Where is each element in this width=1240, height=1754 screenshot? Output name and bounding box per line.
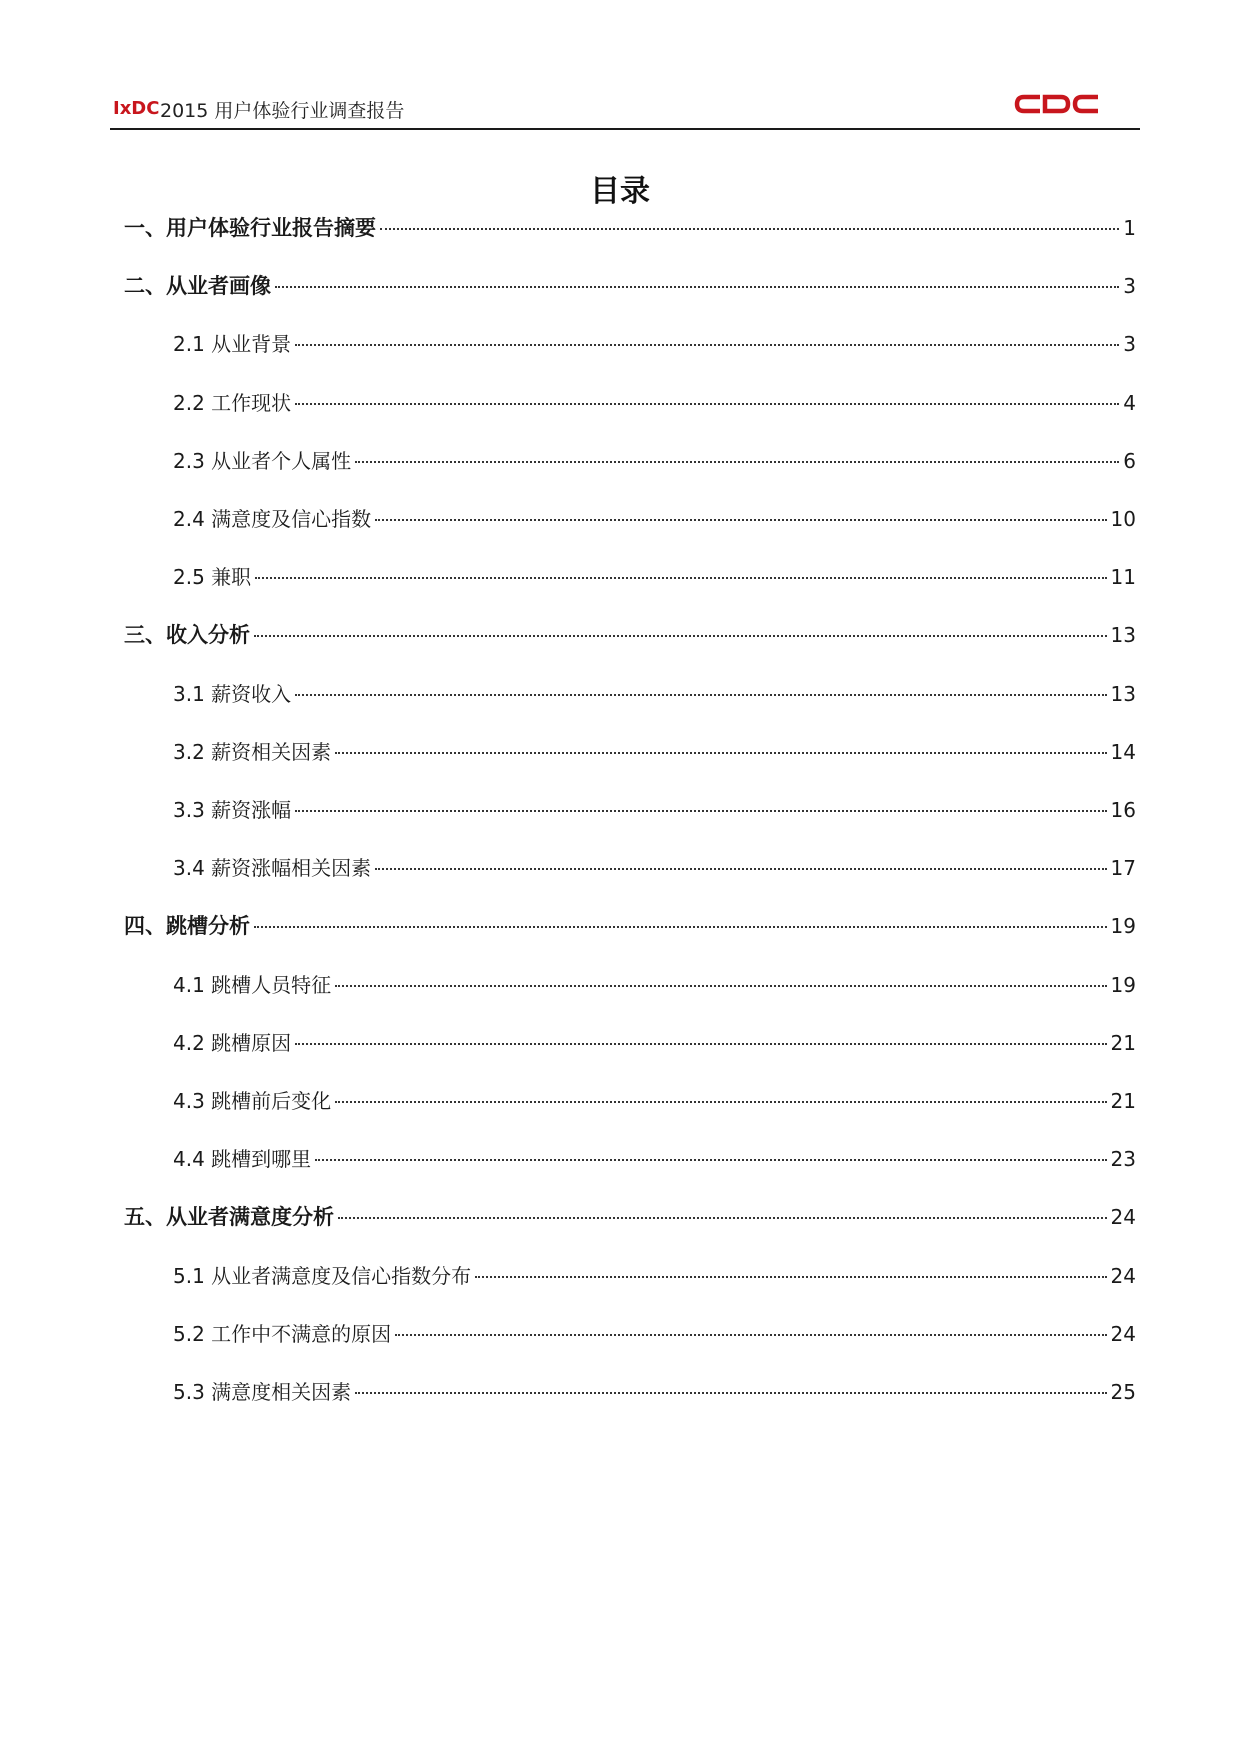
toc-entry[interactable] — [173, 328, 1136, 358]
toc-entry-title: 3.1 薪资收入 — [173, 681, 292, 706]
toc-entry-page: 6 — [1123, 448, 1136, 473]
toc-entry-page: 4 — [1123, 390, 1136, 415]
toc-entry-title: 三、收入分析 — [124, 623, 250, 648]
toc-leader-dots — [380, 228, 1119, 230]
toc-entry[interactable] — [173, 1260, 1136, 1290]
toc-entry-title: 4.1 跳槽人员特征 — [173, 972, 332, 997]
toc-entry-page: 14 — [1110, 739, 1136, 764]
toc-leader-dots — [315, 1159, 1106, 1161]
toc-entry[interactable] — [124, 212, 1136, 242]
toc-leader-dots — [254, 635, 1107, 637]
toc-entry-title: 四、跳槽分析 — [124, 914, 250, 939]
toc-entry[interactable] — [173, 678, 1136, 708]
toc-entry-page: 24 — [1110, 1321, 1136, 1346]
toc-entry[interactable] — [173, 736, 1136, 766]
toc-leader-dots — [355, 1392, 1106, 1394]
toc-entry-page: 19 — [1110, 972, 1136, 997]
toc-title: 目录 — [590, 174, 650, 209]
toc-entry-page: 13 — [1110, 681, 1136, 706]
toc-entry-page: 10 — [1110, 507, 1136, 531]
toc-leader-dots — [295, 1043, 1106, 1045]
toc-entry-title: 4.3 跳槽前后变化 — [173, 1089, 332, 1113]
toc-entry-page: 1 — [1123, 216, 1136, 240]
toc-entry-page: 23 — [1110, 1147, 1136, 1172]
toc-entry-title: 一、用户体验行业报告摘要 — [124, 216, 376, 240]
toc-entry-title: 5.3 满意度相关因素 — [173, 1380, 352, 1404]
toc-leader-dots — [254, 926, 1107, 928]
toc-entry[interactable] — [173, 794, 1136, 824]
toc-leader-dots — [375, 868, 1106, 870]
toc-leader-dots — [295, 344, 1119, 346]
toc-entry-page: 19 — [1110, 914, 1136, 939]
toc-entry-title: 3.3 薪资涨幅 — [173, 798, 292, 822]
toc-entry-title: 五、从业者满意度分析 — [124, 1205, 334, 1230]
toc-entry[interactable] — [173, 852, 1136, 882]
toc-entry[interactable] — [173, 561, 1136, 591]
toc-entry-title: 二、从业者画像 — [124, 274, 271, 299]
toc-entry-title: 4.4 跳槽到哪里 — [173, 1147, 312, 1172]
toc-entry[interactable] — [124, 619, 1136, 649]
toc-entry[interactable] — [124, 1201, 1136, 1231]
toc-entry-page: 17 — [1110, 856, 1136, 881]
toc-leader-dots — [295, 810, 1106, 812]
toc-entry[interactable] — [173, 1143, 1136, 1173]
toc-leader-dots — [338, 1217, 1107, 1219]
toc-entry-title: 3.4 薪资涨幅相关因素 — [173, 856, 372, 881]
toc-entry-title: 4.2 跳槽原因 — [173, 1030, 292, 1055]
toc-entry[interactable] — [173, 969, 1136, 999]
toc-entry-title: 2.4 满意度及信心指数 — [173, 507, 372, 531]
toc-leader-dots — [335, 985, 1106, 987]
toc-entry-page: 21 — [1110, 1030, 1136, 1055]
toc-entry-page: 25 — [1110, 1380, 1136, 1404]
ixdc-logo: IxDC — [113, 98, 160, 119]
toc-entry-title: 5.1 从业者满意度及信心指数分布 — [173, 1263, 472, 1288]
toc-entry[interactable] — [173, 1376, 1136, 1406]
toc-entry[interactable] — [173, 387, 1136, 417]
toc-entry[interactable] — [173, 1027, 1136, 1057]
toc-leader-dots — [335, 752, 1106, 754]
toc-entry-title: 5.2 工作中不满意的原因 — [173, 1321, 392, 1346]
toc-entry-page: 3 — [1123, 332, 1136, 357]
toc-entry-page: 16 — [1110, 798, 1136, 822]
toc-entry-page: 24 — [1110, 1263, 1136, 1288]
toc-leader-dots — [255, 577, 1106, 579]
toc-leader-dots — [375, 519, 1106, 521]
toc-entry-title: 3.2 薪资相关因素 — [173, 739, 332, 764]
toc-entry-title: 2.2 工作现状 — [173, 390, 292, 415]
toc-entry-page: 13 — [1110, 623, 1136, 648]
toc-leader-dots — [275, 286, 1119, 288]
toc-leader-dots — [395, 1334, 1106, 1336]
report-title: 2015 用户体验行业调查报告 — [160, 100, 405, 122]
toc-entry[interactable] — [124, 910, 1136, 940]
toc-entry-title: 2.5 兼职 — [173, 565, 252, 590]
toc-entry[interactable] — [124, 270, 1136, 300]
toc-leader-dots — [355, 461, 1119, 463]
toc-entry-page: 24 — [1110, 1205, 1136, 1230]
toc-leader-dots — [335, 1101, 1106, 1103]
toc-entry[interactable] — [173, 503, 1136, 533]
toc-entry-title: 2.1 从业背景 — [173, 332, 292, 357]
toc-entry-title: 2.3 从业者个人属性 — [173, 448, 352, 473]
toc-entry[interactable] — [173, 1085, 1136, 1115]
toc-entry[interactable] — [173, 1318, 1136, 1348]
toc-entry-page: 3 — [1123, 274, 1136, 299]
toc-leader-dots — [475, 1276, 1106, 1278]
toc-leader-dots — [295, 403, 1119, 405]
toc-leader-dots — [295, 694, 1106, 696]
toc-entry-page: 11 — [1110, 565, 1136, 590]
toc-entry[interactable] — [173, 445, 1136, 475]
toc-entry-page: 21 — [1110, 1089, 1136, 1113]
